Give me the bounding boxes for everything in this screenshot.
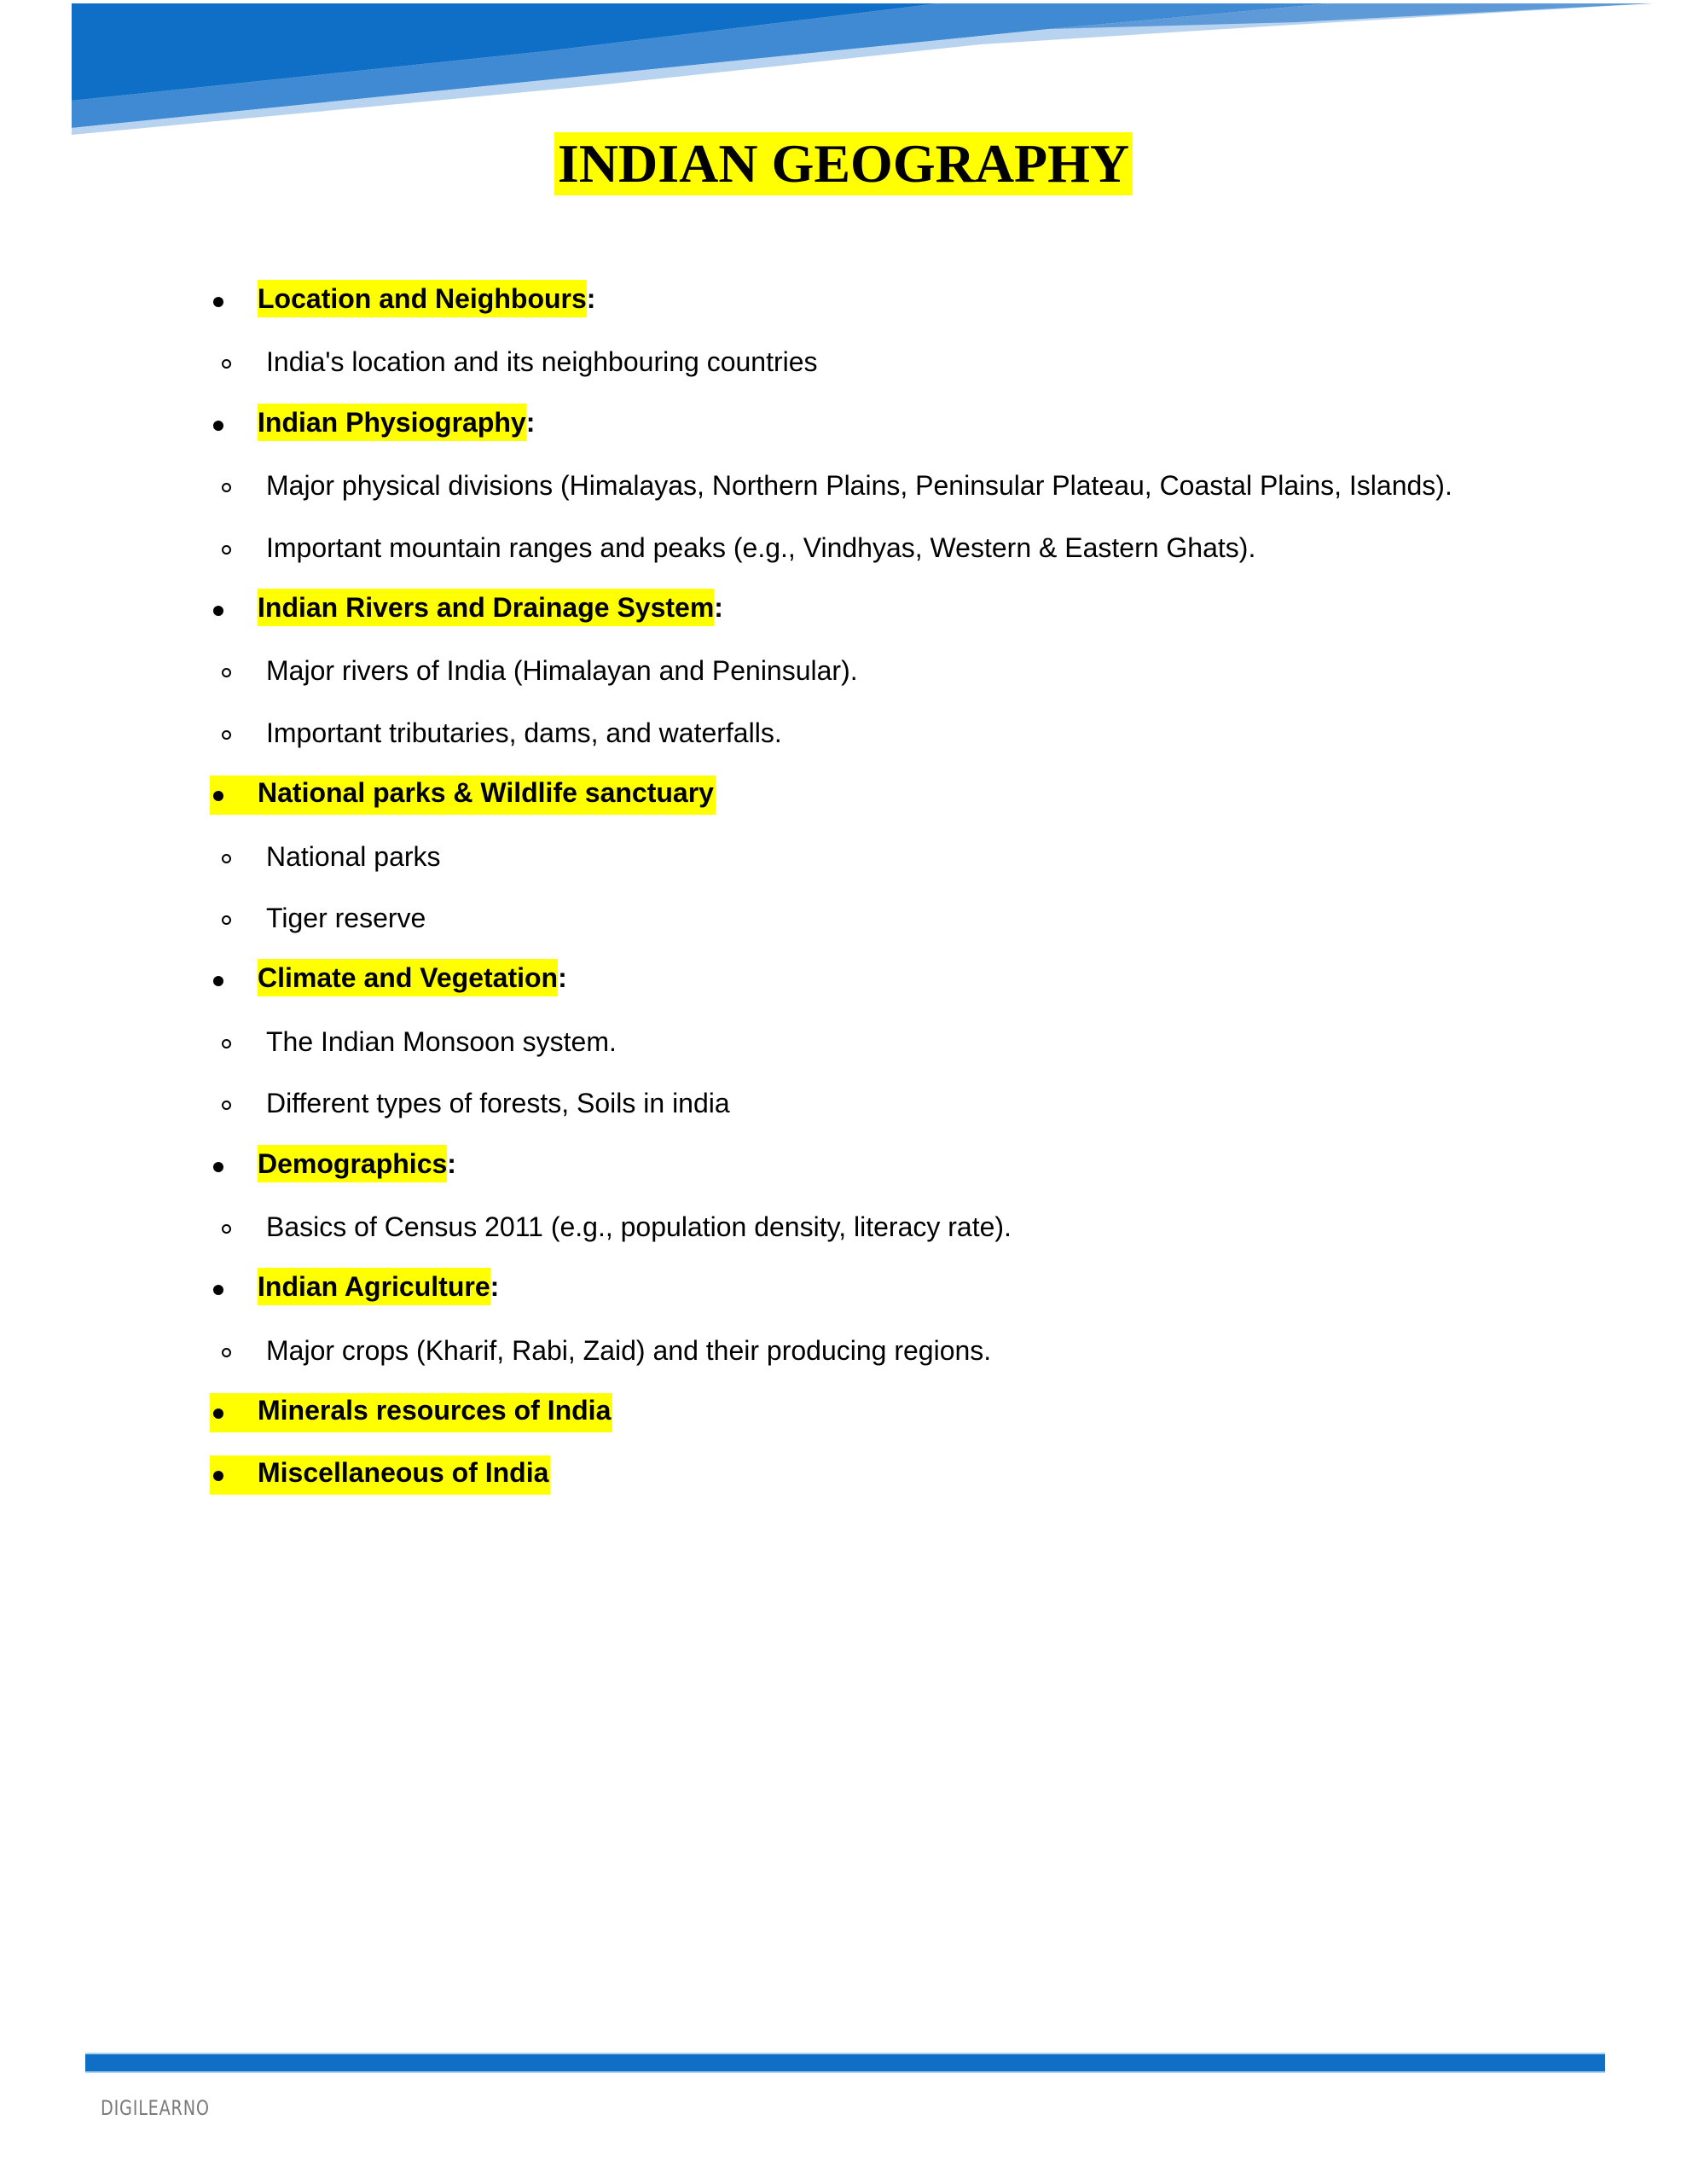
- circle-bullet-icon: [222, 483, 231, 492]
- outline-text: [266, 470, 1452, 502]
- topic-colon: :: [490, 1271, 500, 1303]
- topic-label: National parks & Wildlife sanctuary: [258, 777, 714, 809]
- outline-text: [258, 1148, 456, 1180]
- outline-text: [258, 962, 567, 994]
- outline-text: [266, 717, 782, 749]
- outline-text: [266, 1088, 730, 1119]
- document-title: INDIAN GEOGRAPHY: [554, 132, 1133, 195]
- bullet-icon: [213, 1285, 223, 1295]
- topic-colon: :: [525, 406, 536, 438]
- subtopic-label: Major physical divisions (Himalayas, Northern Plains, Peninsular Plateau, Coastal Plains, Islands).: [266, 470, 1452, 502]
- subtopic-label: Basics of Census 2011 (e.g., population density, literacy rate).: [266, 1211, 1012, 1242]
- topic-colon: :: [558, 962, 567, 994]
- topic-label: Indian Agriculture: [258, 1268, 490, 1305]
- topic-label: Climate and Vegetation: [258, 959, 558, 996]
- outline-text: [266, 1211, 1012, 1243]
- circle-bullet-icon: [222, 545, 231, 555]
- bullet-icon: [213, 606, 223, 616]
- outline-text: [258, 592, 723, 624]
- bullet-icon: [213, 1162, 223, 1172]
- subtopic-label: National parks: [266, 840, 441, 872]
- subtopic-label: Different types of forests, Soils in india: [266, 1088, 730, 1119]
- footer-divider: [85, 2053, 1605, 2073]
- topic-colon: :: [447, 1147, 456, 1179]
- outline-text: [266, 903, 426, 934]
- subtopic-label: Important mountain ranges and peaks (e.g., Vindhyas, Western & Eastern Ghats).: [266, 531, 1256, 563]
- header-decoration: [0, 0, 1687, 145]
- document-title-container: [0, 132, 1687, 195]
- bullet-icon: [213, 421, 223, 431]
- outline-text: [258, 1395, 611, 1426]
- topic-label: Minerals resources of India: [258, 1395, 612, 1426]
- circle-bullet-icon: [222, 1039, 231, 1048]
- outline-text: [266, 1335, 991, 1367]
- circle-bullet-icon: [222, 854, 231, 863]
- subtopic-label: Major rivers of India (Himalayan and Peninsular).: [266, 655, 858, 687]
- outline-text: [266, 1026, 617, 1058]
- outline-text: [266, 841, 441, 873]
- outline-text: [266, 655, 858, 687]
- topic-label: Demographics: [258, 1145, 447, 1182]
- outline-text: [258, 1457, 548, 1489]
- footer-brand: DIGILEARNO: [101, 2096, 210, 2120]
- circle-bullet-icon: [222, 1101, 231, 1110]
- topic-colon: :: [586, 283, 596, 314]
- subtopic-label: Important tributaries, dams, and waterfalls.: [266, 717, 782, 748]
- outline-text: [258, 1271, 499, 1303]
- outline-text: [258, 777, 714, 809]
- circle-bullet-icon: [222, 1348, 231, 1357]
- topic-colon: :: [714, 592, 723, 623]
- circle-bullet-icon: [222, 730, 231, 740]
- circle-bullet-icon: [222, 359, 231, 369]
- subtopic-label: The Indian Monsoon system.: [266, 1025, 617, 1057]
- outline-text: [258, 283, 595, 315]
- topic-label: Miscellaneous of India: [258, 1456, 549, 1488]
- bullet-icon: [213, 297, 223, 307]
- bullet-icon: [213, 1471, 223, 1481]
- outline-text: [266, 346, 818, 378]
- subtopic-label: Major crops (Kharif, Rabi, Zaid) and their producing regions.: [266, 1334, 992, 1366]
- topic-label: Indian Physiography: [258, 404, 526, 441]
- circle-bullet-icon: [222, 1224, 231, 1234]
- circle-bullet-icon: [222, 668, 231, 677]
- topic-label: Indian Rivers and Drainage System: [258, 589, 714, 626]
- topic-label: Location and Neighbours: [258, 280, 587, 317]
- bullet-icon: [213, 976, 223, 986]
- subtopic-label: Tiger reserve: [266, 903, 426, 933]
- outline-text: [266, 532, 1255, 564]
- outline-text: [258, 407, 535, 439]
- subtopic-label: India's location and its neighbouring countries: [266, 346, 818, 378]
- circle-bullet-icon: [222, 915, 231, 925]
